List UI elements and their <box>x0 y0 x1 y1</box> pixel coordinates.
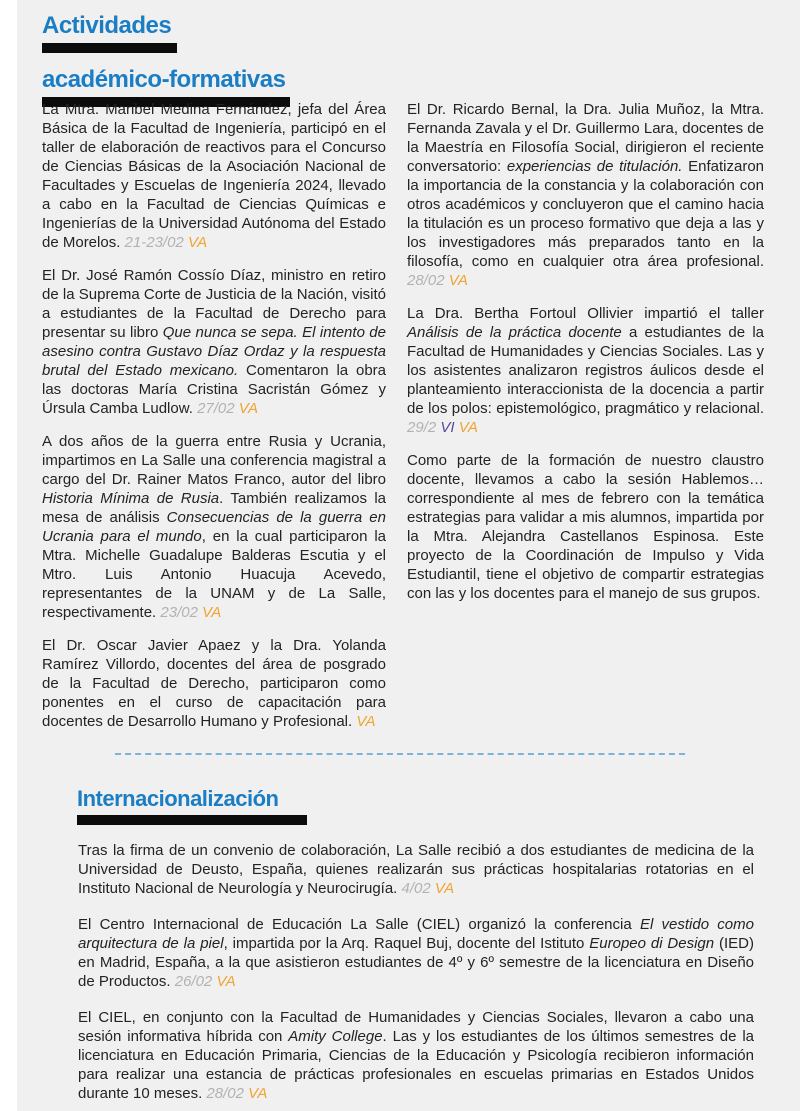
text-run: (IED) en Madrid, España, a la que asistieron estudiantes de 4º y 6º semestre de la licenciatura en Diseño de Productos. <box>78 935 754 990</box>
section-title: Internacionalización <box>77 786 279 811</box>
section-title-line1: Actividades <box>42 12 172 39</box>
va-tag: VA <box>216 973 236 990</box>
date-stamp: 23/02 <box>160 604 203 621</box>
vi-tag: VI <box>440 419 459 436</box>
paragraph <box>78 841 754 898</box>
paragraph <box>407 304 764 437</box>
italic-title: El vestido como arquitectura de la piel <box>78 916 754 952</box>
italic-title: Europeo di Design <box>589 935 715 952</box>
va-tag: VA <box>458 419 478 436</box>
text-run: A dos años de la guerra entre Rusia y Ucrania, impartimos en La Salle una conferencia magistral a cargo del Dr. Rainer Matos Franco, autor del libro <box>42 433 386 488</box>
va-tag: VA <box>248 1085 268 1102</box>
date-stamp: 4/02 <box>401 880 435 897</box>
va-tag: VA <box>448 272 468 289</box>
italic-title: Historia Mínima de Rusia <box>42 490 220 507</box>
internacional-body <box>78 841 754 1111</box>
academico-body <box>42 100 764 745</box>
text-run: El Dr. José Ramón Cossío Díaz, ministro en retiro de la Suprema Corte de Justicia de la Nación, visitó a estudiantes de la Facultad de Derecho para presentar su libro <box>42 267 386 341</box>
va-tag: VA <box>238 400 258 417</box>
va-tag: VA <box>434 880 455 897</box>
text-run: , en la cual participaron la Mtra. Michelle Guadalupe Balderas Escutia y el Mtro. Luis Antonio Huacuja Acevedo, representantes de la UNAM y de La Salle, respectivamente. <box>42 528 386 621</box>
section-title-line2: académico-formativas <box>42 66 286 93</box>
va-tag: VA <box>356 713 376 730</box>
paragraph <box>42 266 386 418</box>
right-column <box>407 100 764 745</box>
header-underline-bar <box>77 815 307 825</box>
text-run: . Las y los estudiantes de los últimos semestres de la licenciatura en Educación Primaria, Ciencias de la Educación y Psicología recibieron información para realizar una estancia de prácticas profesionales en escuelas primarias en Estados Unidos durante 10 meses. <box>78 1028 754 1102</box>
date-stamp: 28/02 <box>206 1085 249 1102</box>
date-stamp: 26/02 <box>174 973 217 990</box>
text-run: Tras la firma de un convenio de colaboración, La Salle recibió a dos estudiantes de medicina de la Universidad de Deusto, España, quienes realizarán sus prácticas hospitalarias rotatorias en el Instituto Nacional de Neurología y Neurocirugía. <box>78 842 754 897</box>
italic-title: experiencias de titulación. <box>506 158 683 175</box>
text-run: La Dra. Bertha Fortoul Ollivier impartió el taller <box>407 305 764 322</box>
date-stamp: 28/02 <box>407 272 449 289</box>
paragraph <box>42 432 386 622</box>
paragraph <box>407 451 764 603</box>
italic-title: Amity College <box>288 1028 383 1045</box>
text-run: Comentaron la obra las doctoras María Cristina Sacristán Gómez y Úrsula Camba Ludlow. <box>42 362 387 417</box>
text-run: Enfatizaron la importancia de la constancia y la colaboración con otros académicos y concluyeron que el camino hacia la titulación es un proceso formativo que deja a las y los investigadores más preparados tanto en la filosofía, como en cualquier otra área profesional. <box>407 158 765 270</box>
va-tag: VA <box>202 604 222 621</box>
section-header-internacional <box>77 786 307 838</box>
italic-title: Consecuencias de la guerra en Ucrania para el mundo <box>42 509 386 545</box>
paragraph <box>42 100 386 252</box>
italic-title: Análisis de la práctica docente <box>407 324 622 341</box>
left-column <box>42 100 386 745</box>
paragraph <box>78 915 754 991</box>
text-run: a estudiantes de la Facultad de Humanidades y Ciencias Sociales. Las y los asistentes analizaron registros áulicos desde el planteamiento interaccionista de la docencia a partir de los polos: epistemológico, pragmático y relacional. <box>407 324 764 417</box>
paragraph <box>78 1008 754 1103</box>
va-tag: VA <box>187 234 208 251</box>
text-run: , impartida por la Arq. Raquel Buj, docente del Istituto <box>223 935 590 952</box>
header-underline-bar <box>42 43 177 53</box>
text-run: La Mtra. Maribel Medina Fernández, jefa del Área Básica de la Facultad de Ingeniería, participó en el taller de elaboración de reactivos para el Concurso de Ciencias Básicas de la Asociación Nacional de Facultades y Escuelas de Ingeniería 2024, llevado a cabo en la Facultad de Ciencias Químicas e Ingenierías de la Universidad Autónoma del Estado de Morelos. <box>42 101 386 251</box>
text-run: El Centro Internacional de Educación La Salle (CIEL) organizó la conferencia <box>78 916 640 933</box>
text-run: . También realizamos la mesa de análisis <box>42 490 387 526</box>
italic-title: Que nunca se sepa. El intento de asesino contra Gustavo Díaz Ordaz y la respuesta brutal del Estado mexicano. <box>42 324 386 379</box>
text-run: Como parte de la formación de nuestro claustro docente, llevamos a cabo la sesión Hablemos… correspondiente al mes de febrero con la temática estrategias para validar a mis alumnos, impartida por la Mtra. Alejandra Castellanos Espinosa. Este proyecto de la Coordinación de Impulso y Vida Estudiantil, tiene el objetivo de compartir estrategias con las y los docentes para el manejo de sus grupos. <box>407 452 764 602</box>
section-divider <box>115 753 685 755</box>
text-run: El Dr. Ricardo Bernal, la Dra. Julia Muñoz, la Mtra. Fernanda Zavala y el Dr. Guillermo Lara, docentes de la Maestría en Filosofía Social, dirigieron el reciente conversatorio: <box>407 101 764 175</box>
date-stamp: 29/2 <box>407 419 441 436</box>
text-run: El CIEL, en conjunto con la Facultad de Humanidades y Ciencias Sociales, llevaron a cabo una sesión informativa híbrida con <box>78 1009 754 1045</box>
date-stamp: 27/02 <box>197 400 239 417</box>
paragraph <box>42 636 386 731</box>
date-stamp: 21-23/02 <box>124 234 188 251</box>
paragraph <box>407 100 764 290</box>
text-run: El Dr. Oscar Javier Apaez y la Dra. Yolanda Ramírez Villordo, docentes del área de posgrado de la Facultad de Derecho, participaron como ponentes en el curso de capacitación para docentes de Desarrollo Humano y Profesional. <box>42 637 386 730</box>
